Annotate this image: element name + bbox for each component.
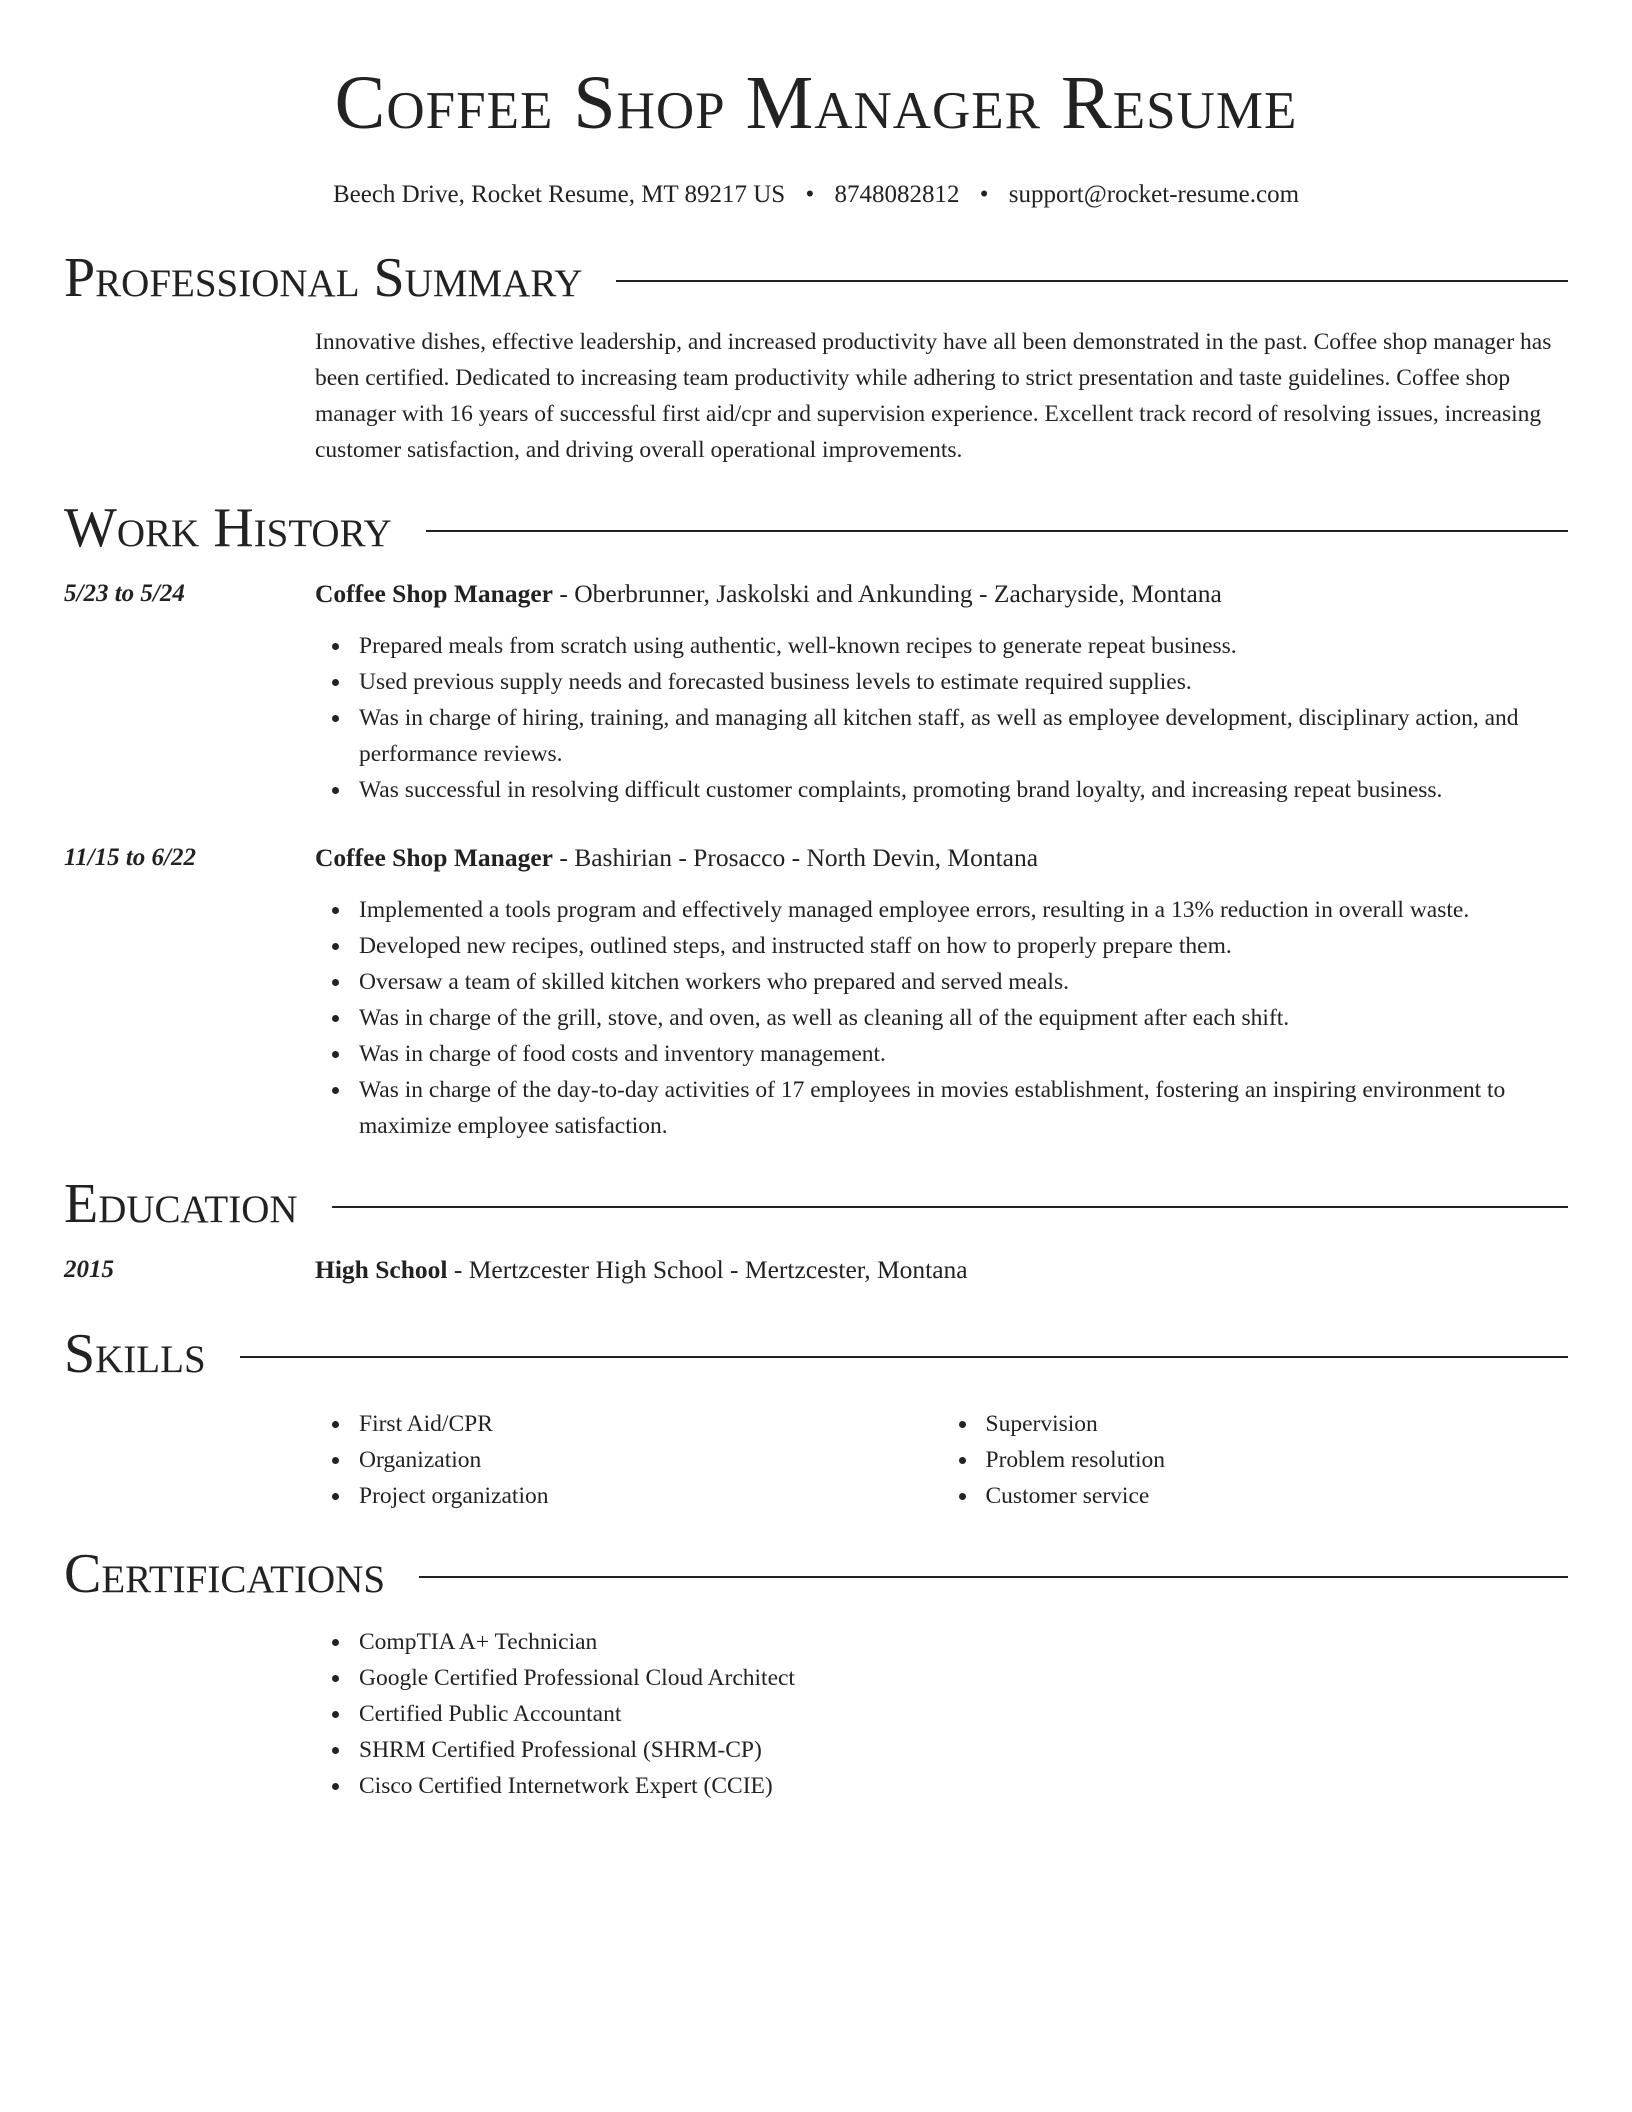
work-section-header [64, 496, 1568, 560]
contact-line [64, 180, 1568, 210]
list-item: First Aid/CPR [359, 1406, 942, 1442]
skills-columns [315, 1406, 1568, 1514]
summary-text: Innovative dishes, effective leadership, and increased productivity have all been demonstrated in the past. Coffee shop manager has been certified. Dedicated to increasing team productivity while adhering to strict presentation and taste guidelines. Coffee shop manager with 16 years of successful first aid/cpr and supervision experience. Excellent track record of resolving issues, increasing customer satisfaction, and driving overall operational improvements. [315, 329, 1552, 463]
contact-email: support@rocket-resume.com [1008, 181, 1300, 208]
list-item: Supervision [986, 1406, 1569, 1442]
summary-body [315, 324, 1568, 468]
list-item: SHRM Certified Professional (SHRM-CP) [359, 1732, 1568, 1768]
list-item: Organization [359, 1442, 942, 1478]
job-employer: - Bashirian - Prosacco - North Devin, Montana [552, 843, 1039, 872]
work-heading: Work History [64, 497, 392, 559]
contact-separator: • [979, 181, 989, 208]
certifications-heading: Certifications [64, 1543, 386, 1605]
certifications-section-header [64, 1542, 1568, 1606]
list-item: Was in charge of food costs and inventory management. [359, 1036, 1568, 1072]
list-item: Problem resolution [986, 1442, 1569, 1478]
job-title-line [315, 576, 1222, 612]
education-heading: Education [64, 1173, 298, 1235]
list-item: Oversaw a team of skilled kitchen workers who prepared and served meals. [359, 964, 1568, 1000]
skills-heading: Skills [64, 1323, 206, 1385]
list-item: Was in charge of hiring, training, and managing all kitchen staff, as well as employee development, disciplinary action, and performance reviews. [359, 700, 1568, 772]
section-divider [332, 1206, 1568, 1208]
job-duty-list [315, 892, 1568, 1144]
resume-page [64, 0, 1568, 1804]
contact-address: Beech Drive, Rocket Resume, MT 89217 US [332, 181, 786, 208]
summary-heading: Professional Summary [64, 247, 583, 309]
certifications-body [315, 1624, 1568, 1804]
section-divider [426, 530, 1568, 532]
list-item: Customer service [986, 1478, 1569, 1514]
list-item: Implemented a tools program and effectively managed employee errors, resulting in a 13% reduction in overall waste. [359, 892, 1568, 928]
job-duties [315, 892, 1568, 1144]
job-entry [64, 840, 1568, 876]
list-item: Cisco Certified Internetwork Expert (CCIE) [359, 1768, 1568, 1804]
list-item: Was in charge of the day-to-day activities of 17 employees in movies establishment, fostering an inspiring environment to maximize employee satisfaction. [359, 1072, 1568, 1144]
list-item: Was successful in resolving difficult customer complaints, promoting brand loyalty, and increasing repeat business. [359, 772, 1568, 808]
job-role: Coffee Shop Manager [315, 843, 553, 872]
list-item: Certified Public Accountant [359, 1696, 1568, 1732]
job-entry [64, 576, 1568, 612]
list-item: Used previous supply needs and forecasted business levels to estimate required supplies. [359, 664, 1568, 700]
list-item: Developed new recipes, outlined steps, and instructed staff on how to properly prepare them. [359, 928, 1568, 964]
skills-list-left [315, 1406, 942, 1514]
contact-separator: • [805, 181, 815, 208]
job-dates: 11/15 to 6/22 [64, 844, 196, 871]
education-year: 2015 [64, 1256, 114, 1283]
list-item: Was in charge of the grill, stove, and oven, as well as cleaning all of the equipment after each shift. [359, 1000, 1568, 1036]
education-section-header [64, 1172, 1568, 1236]
job-role: Coffee Shop Manager [315, 579, 553, 608]
list-item: Google Certified Professional Cloud Architect [359, 1660, 1568, 1696]
contact-phone: 8748082812 [834, 181, 960, 208]
section-divider [240, 1356, 1568, 1358]
list-item: Project organization [359, 1478, 942, 1514]
job-dates: 5/23 to 5/24 [64, 580, 185, 607]
job-duties [315, 628, 1568, 808]
job-duty-list [315, 628, 1568, 808]
list-item: Prepared meals from scratch using authentic, well-known recipes to generate repeat business. [359, 628, 1568, 664]
skills-list-right [942, 1406, 1569, 1514]
certifications-list [315, 1624, 1568, 1804]
education-degree: High School [315, 1255, 448, 1284]
summary-section-header [64, 246, 1568, 310]
section-divider [419, 1576, 1568, 1578]
resume-title: Coffee Shop Manager Resume [334, 61, 1298, 145]
education-school: - Mertzcester High School - Mertzcester, Montana [447, 1255, 968, 1284]
section-divider [616, 280, 1568, 282]
job-employer: - Oberbrunner, Jaskolski and Ankunding - Zacharyside, Montana [552, 579, 1222, 608]
job-title-line [315, 840, 1038, 876]
education-line [315, 1252, 968, 1288]
skills-section-header [64, 1322, 1568, 1386]
list-item: CompTIA A+ Technician [359, 1624, 1568, 1660]
education-entry [64, 1252, 1568, 1288]
